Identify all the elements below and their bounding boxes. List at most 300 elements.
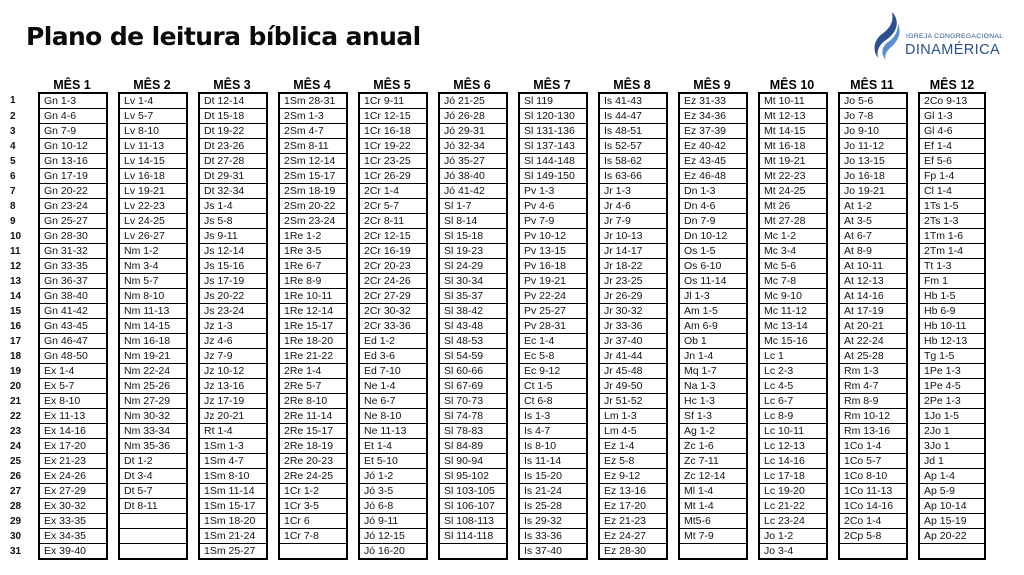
reading-cell: Lc 19-20: [758, 484, 826, 499]
month-header: MÊS 1: [53, 77, 91, 92]
reading-cell: 2Re 15-17: [278, 424, 346, 439]
column-gap: [906, 77, 918, 92]
column-gap: [186, 514, 198, 529]
column-gap: [906, 409, 918, 424]
reading-cell: At 6-7: [838, 229, 906, 244]
reading-cell: Ml 1-4: [678, 484, 746, 499]
column-gap: [666, 334, 678, 349]
column-gap: [666, 319, 678, 334]
column-gap: [506, 334, 518, 349]
reading-cell: Nm 22-24: [118, 364, 186, 379]
column-gap: [906, 214, 918, 229]
column-gap: [746, 349, 758, 364]
column-gap: [906, 484, 918, 499]
column-gap: [426, 364, 438, 379]
reading-cell: Nm 27-29: [118, 394, 186, 409]
reading-cell: Jr 33-36: [598, 319, 666, 334]
reading-cell: Pv 19-21: [518, 274, 586, 289]
day-number: 21: [10, 395, 22, 407]
day-number: 23: [10, 425, 22, 437]
reading-cell: 1Pe 1-3: [918, 364, 986, 379]
column-gap: [586, 154, 598, 169]
reading-cell: Et 5-10: [358, 454, 426, 469]
column-gap: [906, 424, 918, 439]
column-gap: [106, 214, 118, 229]
column-gap: [186, 214, 198, 229]
reading-cell: 1Sm 4-7: [198, 454, 266, 469]
reading-cell: Pv 13-15: [518, 244, 586, 259]
logo-subtitle: IGREJA CONGREGACIONAL: [906, 33, 1004, 40]
reading-cell: 1Sm 8-10: [198, 469, 266, 484]
column-gap: [426, 139, 438, 154]
column-gap: [186, 77, 198, 92]
reading-cell: Nm 11-13: [118, 304, 186, 319]
reading-cell: Ez 21-23: [598, 514, 666, 529]
day-header: [8, 77, 38, 92]
table-row: [8, 259, 986, 274]
column-gap: [586, 109, 598, 124]
column-gap: [506, 349, 518, 364]
column-gap: [506, 77, 518, 92]
reading-cell: Ap 15-19: [918, 514, 986, 529]
column-gap: [266, 139, 278, 154]
column-gap: [106, 439, 118, 454]
column-gap: [266, 214, 278, 229]
reading-cell: Jz 13-16: [198, 379, 266, 394]
column-gap: [666, 124, 678, 139]
column-gap: [106, 259, 118, 274]
column-gap: [586, 334, 598, 349]
reading-cell: Mc 7-8: [758, 274, 826, 289]
reading-cell: 1Co 5-7: [838, 454, 906, 469]
reading-cell: 1Cr 16-18: [358, 124, 426, 139]
column-gap: [426, 259, 438, 274]
column-gap: [106, 409, 118, 424]
table-row: [8, 289, 986, 304]
table-row: [8, 514, 986, 529]
reading-cell: Jr 51-52: [598, 394, 666, 409]
reading-cell: Et 1-4: [358, 439, 426, 454]
table-row: [8, 394, 986, 409]
reading-cell: Jr 30-32: [598, 304, 666, 319]
reading-cell: Jr 45-48: [598, 364, 666, 379]
month-header: MÊS 6: [453, 77, 491, 92]
column-gap: [186, 334, 198, 349]
column-gap: [906, 364, 918, 379]
column-gap: [346, 139, 358, 154]
column-gap: [826, 92, 838, 109]
column-gap: [426, 124, 438, 139]
reading-cell: Gn 41-42: [38, 304, 106, 319]
column-gap: [506, 244, 518, 259]
reading-cell: Ez 13-16: [598, 484, 666, 499]
reading-cell: Gn 31-32: [38, 244, 106, 259]
reading-cell: Jó 16-20: [358, 544, 426, 560]
reading-cell: Jo 3-4: [758, 544, 826, 560]
column-gap: [506, 154, 518, 169]
reading-cell: Dt 5-7: [118, 484, 186, 499]
column-gap: [426, 92, 438, 109]
reading-cell: Jó 21-25: [438, 92, 506, 109]
table-row: [8, 169, 986, 184]
month-header: MÊS 5: [373, 77, 411, 92]
reading-cell: 2Co 1-4: [838, 514, 906, 529]
reading-cell: Ez 24-27: [598, 529, 666, 544]
reading-cell: 3Jo 1: [918, 439, 986, 454]
column-gap: [826, 544, 838, 560]
column-gap: [906, 244, 918, 259]
column-gap: [106, 184, 118, 199]
day-number: 3: [10, 125, 16, 137]
table-row: [8, 229, 986, 244]
reading-cell: Lm 4-5: [598, 424, 666, 439]
reading-cell: 2Sm 12-14: [278, 154, 346, 169]
column-gap: [586, 544, 598, 560]
column-gap: [906, 169, 918, 184]
logo-name: DINAMÉRICA: [905, 42, 1001, 58]
reading-cell: 2Sm 1-3: [278, 109, 346, 124]
day-number: 17: [10, 335, 22, 347]
column-gap: [826, 184, 838, 199]
column-gap: [746, 319, 758, 334]
column-gap: [666, 499, 678, 514]
column-gap: [506, 124, 518, 139]
reading-cell: Ez 43-45: [678, 154, 746, 169]
reading-cell: 1Re 18-20: [278, 334, 346, 349]
reading-cell: 1Co 8-10: [838, 469, 906, 484]
reading-cell: Ef 1-4: [918, 139, 986, 154]
reading-cell: Is 41-43: [598, 92, 666, 109]
reading-cell: Lv 1-4: [118, 92, 186, 109]
reading-cell: Lv 8-10: [118, 124, 186, 139]
reading-cell: Lv 5-7: [118, 109, 186, 124]
reading-cell: Os 11-14: [678, 274, 746, 289]
reading-cell: Gn 20-22: [38, 184, 106, 199]
column-gap: [506, 229, 518, 244]
reading-cell: 2Cp 5-8: [838, 529, 906, 544]
reading-cell: 2Re 11-14: [278, 409, 346, 424]
column-gap: [266, 334, 278, 349]
reading-cell: Is 4-7: [518, 424, 586, 439]
column-gap: [266, 454, 278, 469]
reading-cell: Jz 4-6: [198, 334, 266, 349]
column-gap: [586, 139, 598, 154]
column-gap: [346, 484, 358, 499]
column-gap: [506, 424, 518, 439]
reading-cell: Cl 1-4: [918, 184, 986, 199]
column-gap: [186, 304, 198, 319]
column-gap: [346, 544, 358, 560]
column-gap: [186, 394, 198, 409]
column-gap: [906, 109, 918, 124]
reading-cell: Ne 11-13: [358, 424, 426, 439]
reading-cell: Sl 103-105: [438, 484, 506, 499]
reading-cell: Jz 1-3: [198, 319, 266, 334]
column-gap: [426, 77, 438, 92]
reading-cell: Mt 7-9: [678, 529, 746, 544]
flame-logo-icon: [870, 10, 906, 62]
column-gap: [586, 454, 598, 469]
column-gap: [186, 139, 198, 154]
column-gap: [346, 379, 358, 394]
column-gap: [826, 469, 838, 484]
reading-cell: Sl 131-136: [518, 124, 586, 139]
reading-cell: Hc 1-3: [678, 394, 746, 409]
column-gap: [826, 454, 838, 469]
reading-cell: Mc 5-6: [758, 259, 826, 274]
reading-cell: Gn 36-37: [38, 274, 106, 289]
reading-cell: 1Cr 23-25: [358, 154, 426, 169]
reading-cell: Is 1-3: [518, 409, 586, 424]
reading-cell: Ef 5-6: [918, 154, 986, 169]
reading-cell: Jr 14-17: [598, 244, 666, 259]
column-gap: [266, 124, 278, 139]
reading-cell: Is 25-28: [518, 499, 586, 514]
reading-cell: Rm 1-3: [838, 364, 906, 379]
reading-cell: Zc 1-6: [678, 439, 746, 454]
column-gap: [106, 124, 118, 139]
reading-cell: Pv 25-27: [518, 304, 586, 319]
column-gap: [106, 514, 118, 529]
column-gap: [346, 214, 358, 229]
reading-cell: Dn 10-12: [678, 229, 746, 244]
reading-cell: Zc 12-14: [678, 469, 746, 484]
column-gap: [666, 379, 678, 394]
reading-cell: Nm 3-4: [118, 259, 186, 274]
reading-cell: Gn 4-6: [38, 109, 106, 124]
reading-cell: Rm 10-12: [838, 409, 906, 424]
reading-cell: Dt 19-22: [198, 124, 266, 139]
reading-cell: Is 58-62: [598, 154, 666, 169]
month-header: MÊS 9: [693, 77, 731, 92]
column-gap: [186, 274, 198, 289]
column-gap: [586, 184, 598, 199]
column-gap: [506, 214, 518, 229]
reading-cell: Is 33-36: [518, 529, 586, 544]
column-gap: [666, 424, 678, 439]
column-gap: [586, 274, 598, 289]
reading-cell: Jl 1-3: [678, 289, 746, 304]
column-gap: [586, 259, 598, 274]
reading-cell: Gn 38-40: [38, 289, 106, 304]
column-gap: [506, 274, 518, 289]
reading-cell: Sl 84-89: [438, 439, 506, 454]
column-gap: [346, 514, 358, 529]
reading-cell: At 25-28: [838, 349, 906, 364]
column-gap: [426, 304, 438, 319]
reading-cell: Ne 6-7: [358, 394, 426, 409]
column-gap: [106, 454, 118, 469]
month-header: MÊS 7: [533, 77, 571, 92]
column-gap: [186, 499, 198, 514]
reading-cell: Dn 4-6: [678, 199, 746, 214]
column-gap: [906, 92, 918, 109]
day-number: 16: [10, 320, 22, 332]
reading-cell: 1Re 3-5: [278, 244, 346, 259]
reading-cell: Ez 40-42: [678, 139, 746, 154]
column-gap: [106, 92, 118, 109]
reading-cell: Nm 30-32: [118, 409, 186, 424]
reading-cell: Sl 8-14: [438, 214, 506, 229]
column-gap: [186, 379, 198, 394]
reading-cell: Ag 1-2: [678, 424, 746, 439]
reading-cell: Sl 54-59: [438, 349, 506, 364]
column-gap: [346, 184, 358, 199]
reading-cell: Jó 9-11: [358, 514, 426, 529]
column-gap: [826, 259, 838, 274]
column-gap: [106, 229, 118, 244]
reading-cell: Js 15-16: [198, 259, 266, 274]
reading-cell: 1Tm 1-6: [918, 229, 986, 244]
reading-cell: Lc 23-24: [758, 514, 826, 529]
column-gap: [666, 454, 678, 469]
reading-cell: Jn 1-4: [678, 349, 746, 364]
column-gap: [666, 529, 678, 544]
reading-cell: Ez 5-8: [598, 454, 666, 469]
column-gap: [266, 259, 278, 274]
column-gap: [906, 379, 918, 394]
day-number: 28: [10, 500, 22, 512]
column-gap: [826, 304, 838, 319]
day-number: 27: [10, 485, 22, 497]
reading-cell: 2Co 9-13: [918, 92, 986, 109]
reading-cell: Mt 16-18: [758, 139, 826, 154]
column-gap: [666, 244, 678, 259]
column-gap: [746, 259, 758, 274]
reading-cell: 2Cr 8-11: [358, 214, 426, 229]
reading-cell: Ap 20-22: [918, 529, 986, 544]
reading-cell: Sl 106-107: [438, 499, 506, 514]
day-number: 18: [10, 350, 22, 362]
reading-cell: 2Ts 1-3: [918, 214, 986, 229]
reading-cell: Mt 14-15: [758, 124, 826, 139]
column-gap: [666, 259, 678, 274]
reading-cell: Nm 5-7: [118, 274, 186, 289]
column-gap: [826, 409, 838, 424]
column-gap: [106, 169, 118, 184]
reading-cell: Gn 13-16: [38, 154, 106, 169]
column-gap: [826, 514, 838, 529]
reading-cell: Jr 4-6: [598, 199, 666, 214]
column-gap: [106, 424, 118, 439]
column-gap: [106, 244, 118, 259]
column-gap: [826, 319, 838, 334]
reading-cell: Ex 39-40: [38, 544, 106, 560]
reading-cell: Gn 23-24: [38, 199, 106, 214]
reading-cell: Mc 3-4: [758, 244, 826, 259]
reading-cell: Is 15-20: [518, 469, 586, 484]
column-gap: [586, 469, 598, 484]
column-gap: [106, 379, 118, 394]
reading-cell: Pv 16-18: [518, 259, 586, 274]
reading-cell: Jó 3-5: [358, 484, 426, 499]
column-gap: [746, 92, 758, 109]
table-row: [8, 139, 986, 154]
reading-cell: Sl 30-34: [438, 274, 506, 289]
column-gap: [346, 349, 358, 364]
reading-cell: Gn 1-3: [38, 92, 106, 109]
reading-cell: Nm 25-26: [118, 379, 186, 394]
column-gap: [266, 244, 278, 259]
reading-cell: Sl 114-118: [438, 529, 506, 544]
column-gap: [586, 289, 598, 304]
column-gap: [346, 92, 358, 109]
reading-cell: Jr 26-29: [598, 289, 666, 304]
column-gap: [426, 199, 438, 214]
column-gap: [586, 439, 598, 454]
column-gap: [426, 214, 438, 229]
reading-cell: Ex 27-29: [38, 484, 106, 499]
column-gap: [746, 77, 758, 92]
column-gap: [346, 394, 358, 409]
reading-cell: 1Co 14-16: [838, 499, 906, 514]
column-gap: [266, 499, 278, 514]
day-number: 15: [10, 305, 22, 317]
reading-cell: Jo 5-6: [838, 92, 906, 109]
column-gap: [346, 259, 358, 274]
reading-cell: [118, 514, 186, 529]
reading-cell: Lc 14-16: [758, 454, 826, 469]
reading-cell: Sl 90-94: [438, 454, 506, 469]
reading-cell: Ec 9-12: [518, 364, 586, 379]
column-gap: [906, 304, 918, 319]
column-gap: [746, 244, 758, 259]
column-gap: [186, 424, 198, 439]
reading-cell: 2Re 5-7: [278, 379, 346, 394]
column-gap: [906, 514, 918, 529]
reading-cell: Sl 74-78: [438, 409, 506, 424]
column-gap: [506, 109, 518, 124]
reading-cell: Ed 3-6: [358, 349, 426, 364]
column-gap: [426, 454, 438, 469]
reading-cell: Dn 7-9: [678, 214, 746, 229]
reading-cell: Nm 33-34: [118, 424, 186, 439]
reading-cell: 1Re 1-2: [278, 229, 346, 244]
reading-cell: Lv 16-18: [118, 169, 186, 184]
column-gap: [106, 499, 118, 514]
day-number: 30: [10, 530, 22, 542]
column-gap: [266, 319, 278, 334]
column-gap: [666, 289, 678, 304]
column-gap: [586, 214, 598, 229]
reading-cell: Ct 1-5: [518, 379, 586, 394]
column-gap: [426, 484, 438, 499]
column-gap: [826, 214, 838, 229]
reading-cell: Is 63-66: [598, 169, 666, 184]
reading-cell: Ez 1-4: [598, 439, 666, 454]
column-gap: [266, 394, 278, 409]
reading-cell: Dt 29-31: [198, 169, 266, 184]
reading-cell: At 10-11: [838, 259, 906, 274]
day-number: 1: [10, 94, 16, 106]
reading-cell: Lv 14-15: [118, 154, 186, 169]
column-gap: [746, 139, 758, 154]
reading-cell: Ex 34-35: [38, 529, 106, 544]
reading-cell: Ex 14-16: [38, 424, 106, 439]
column-gap: [266, 304, 278, 319]
column-gap: [506, 469, 518, 484]
column-gap: [186, 154, 198, 169]
reading-cell: Sl 70-73: [438, 394, 506, 409]
day-number: 10: [10, 230, 22, 242]
reading-cell: Jó 6-8: [358, 499, 426, 514]
column-gap: [426, 469, 438, 484]
reading-cell: Mc 9-10: [758, 289, 826, 304]
column-gap: [186, 364, 198, 379]
reading-cell: 1Re 15-17: [278, 319, 346, 334]
reading-cell: Mq 1-7: [678, 364, 746, 379]
column-gap: [586, 77, 598, 92]
